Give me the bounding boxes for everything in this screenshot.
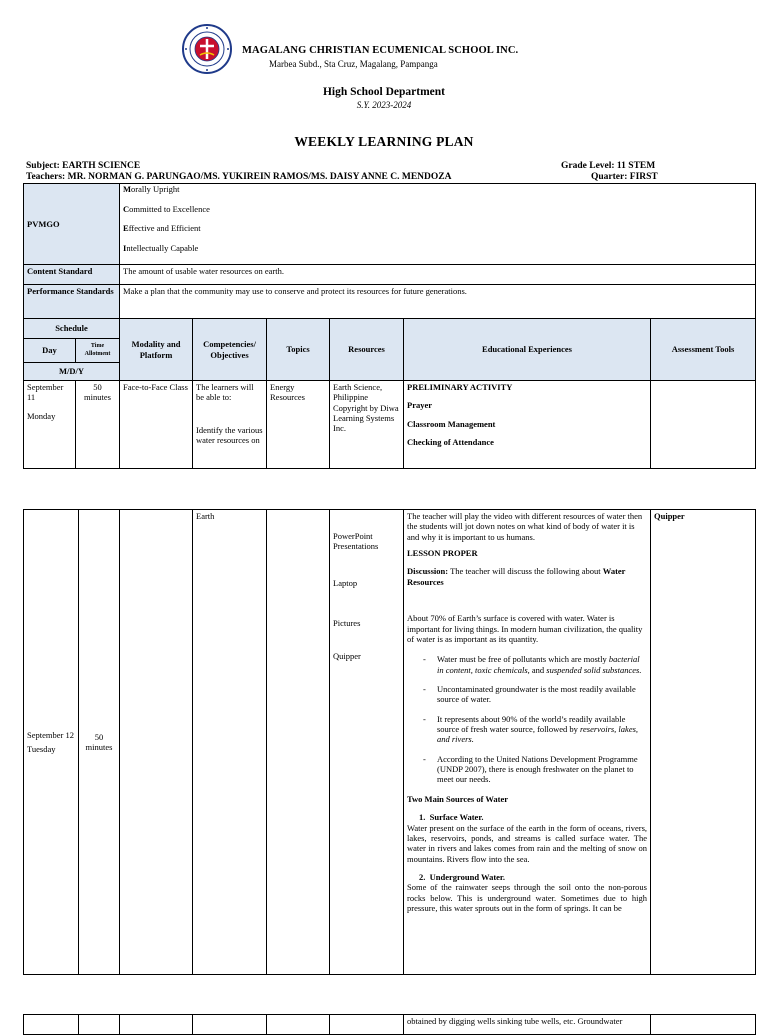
- topic-cell: [267, 510, 330, 975]
- time-cell: 50 minutes: [79, 510, 120, 975]
- table-row: [24, 381, 756, 469]
- column-header-row: [24, 319, 756, 339]
- department-title: High School Department: [322, 86, 446, 98]
- pvmgo-item: Committed to Excellence: [123, 203, 210, 214]
- mdy-header: M/D/Y: [24, 363, 120, 381]
- water-facts-list: [407, 654, 647, 785]
- grade-level-label: Grade Level: 11 STEM: [561, 161, 656, 171]
- topic-cell: [267, 1015, 330, 1035]
- assessment-tools-header: Assessment Tools: [651, 319, 756, 381]
- subject-label: Subject: EARTH SCIENCE: [26, 161, 141, 171]
- time-cell: [79, 1015, 120, 1035]
- underground-water-heading: 2. Underground Water.: [419, 871, 506, 882]
- pvmgo-item: Effective and Efficient: [123, 223, 201, 233]
- modality-cell: [120, 510, 193, 975]
- day-cell: September 11 Monday: [24, 381, 76, 469]
- list-item: - Uncontaminated groundwater is the most readily available source of water.: [437, 684, 647, 705]
- topics-header: Topics: [267, 319, 330, 381]
- pvmgo-label: PVMGO: [24, 184, 120, 265]
- pvmgo-row: [24, 184, 756, 265]
- educational-experiences-cell: The teacher will play the video with different resources of water then the students will jot down notes on what kind of body of water it is and why it is important to us humans. LESSON PROPER Discussion: The teacher will discuss the following about Water Resources About 70% of Earth’s surface is covered with water. Water is important for living things. In modern human civilization, the quality of water is as important as its quantity. - Water must be free of pollutants which are mostly bacterial in content, toxic chemicals, and suspended solid substances. - Uncontaminated groundwater is the most readily available source of water. - It represents about 90% of the world’s readily available source of fresh water source, followed by reservoirs, lakes, and rivers. - According to the United Nations Development Programme (UNDP 2007), there is enough freshwater on the planet to meet our needs. Two Main Sources of Water 1. Surface Water. Water present on the surface of the earth in the form of oceans, rivers, lakes, reservoirs, ponds, and streams is called surface water. The water in rivers and lakes comes from rain and the melting of snow on mountains. Rivers flow into the sea. 2. Underground Water. Some of the rainwater seeps through the soil onto the non-porous rocks below. This is underground water. Sometimes due to high pressure, this water sprouts out in the form of springs. It can be: [404, 510, 651, 975]
- schedule-header: Schedule: [24, 319, 120, 339]
- educational-experiences-header: Educational Experiences: [404, 319, 651, 381]
- surface-water-heading: 1. Surface Water.: [419, 812, 484, 823]
- content-standard-row: [24, 265, 756, 285]
- time-allotment-header: Time Allotment: [76, 339, 120, 363]
- school-address: Marbea Subd., Sta Cruz, Magalang, Pampanga: [269, 59, 438, 69]
- performance-standards-value: Make a plan that the community may use to conserve and protect its resources for future generations.: [120, 285, 756, 319]
- competency-cell: [193, 1015, 267, 1035]
- weekly-plan-table-page3: [23, 1014, 756, 1035]
- weekly-plan-table-page2: [23, 509, 756, 975]
- school-seal-icon: [182, 24, 232, 74]
- time-cell: 50 minutes: [76, 381, 120, 469]
- competency-cell: The learners will be able to: Identify the various water resources on: [193, 381, 267, 469]
- resources-cell: PowerPoint Presentations Laptop Pictures Quipper: [330, 510, 404, 975]
- resources-cell: Earth Science, Philippine Copyright by Diwa Learning Systems Inc.: [330, 381, 404, 469]
- weekly-plan-table-page1: [23, 183, 756, 469]
- performance-standards-label: Performance Standards: [24, 285, 120, 319]
- assessment-cell: Quipper: [651, 510, 756, 975]
- resources-header: Resources: [330, 319, 404, 381]
- modality-header: Modality and Platform: [120, 319, 193, 381]
- educational-experiences-cell: obtained by digging wells sinking tube wells, etc. Groundwater: [404, 1015, 651, 1035]
- day-cell: [24, 1015, 79, 1035]
- pvmgo-values: [120, 184, 756, 265]
- resources-cell: [330, 1015, 404, 1035]
- teachers-label: Teachers: MR. NORMAN G. PARUNGAO/MS. YUKIREIN RAMOS/MS. DAISY ANNE C. MENDOZA: [26, 172, 452, 182]
- modality-cell: Face-to-Face Class: [120, 381, 193, 469]
- assessment-cell: [651, 381, 756, 469]
- competencies-header: Competencies/ Objectives: [193, 319, 267, 381]
- competency-cell: Earth: [193, 510, 267, 975]
- list-item: - Water must be free of pollutants which are mostly bacterial in content, toxic chemicals, and suspended solid substances.: [437, 654, 647, 675]
- school-year: S.Y. 2023-2024: [356, 100, 412, 110]
- educational-experiences-cell: PRELIMINARY ACTIVITY Prayer Classroom Management Checking of Attendance: [404, 381, 651, 469]
- list-item: - It represents about 90% of the world’s readily available source of fresh water source, followed by reservoirs, lakes, and rivers.: [437, 714, 647, 745]
- content-standard-label: Content Standard: [24, 265, 120, 285]
- assessment-cell: [651, 1015, 756, 1035]
- performance-standards-row: [24, 285, 756, 319]
- day-cell: September 12 Tuesday: [24, 510, 79, 975]
- topic-cell: Energy Resources: [267, 381, 330, 469]
- content-standard-value: The amount of usable water resources on earth.: [120, 265, 756, 285]
- day-header: Day: [24, 339, 76, 363]
- list-item: - According to the United Nations Development Programme (UNDP 2007), there is enough freshwater on the planet to meet our needs.: [437, 754, 647, 785]
- quarter-label: Quarter: FIRST: [591, 172, 658, 182]
- table-row: [24, 1015, 756, 1035]
- modality-cell: [120, 1015, 193, 1035]
- pvmgo-item: Morally Upright: [123, 184, 180, 194]
- page-title: WEEKLY LEARNING PLAN: [294, 134, 474, 149]
- table-row: [24, 510, 756, 975]
- pvmgo-item: Intellectually Capable: [123, 242, 199, 253]
- school-name: MAGALANG CHRISTIAN ECUMENICAL SCHOOL INC.: [242, 45, 519, 56]
